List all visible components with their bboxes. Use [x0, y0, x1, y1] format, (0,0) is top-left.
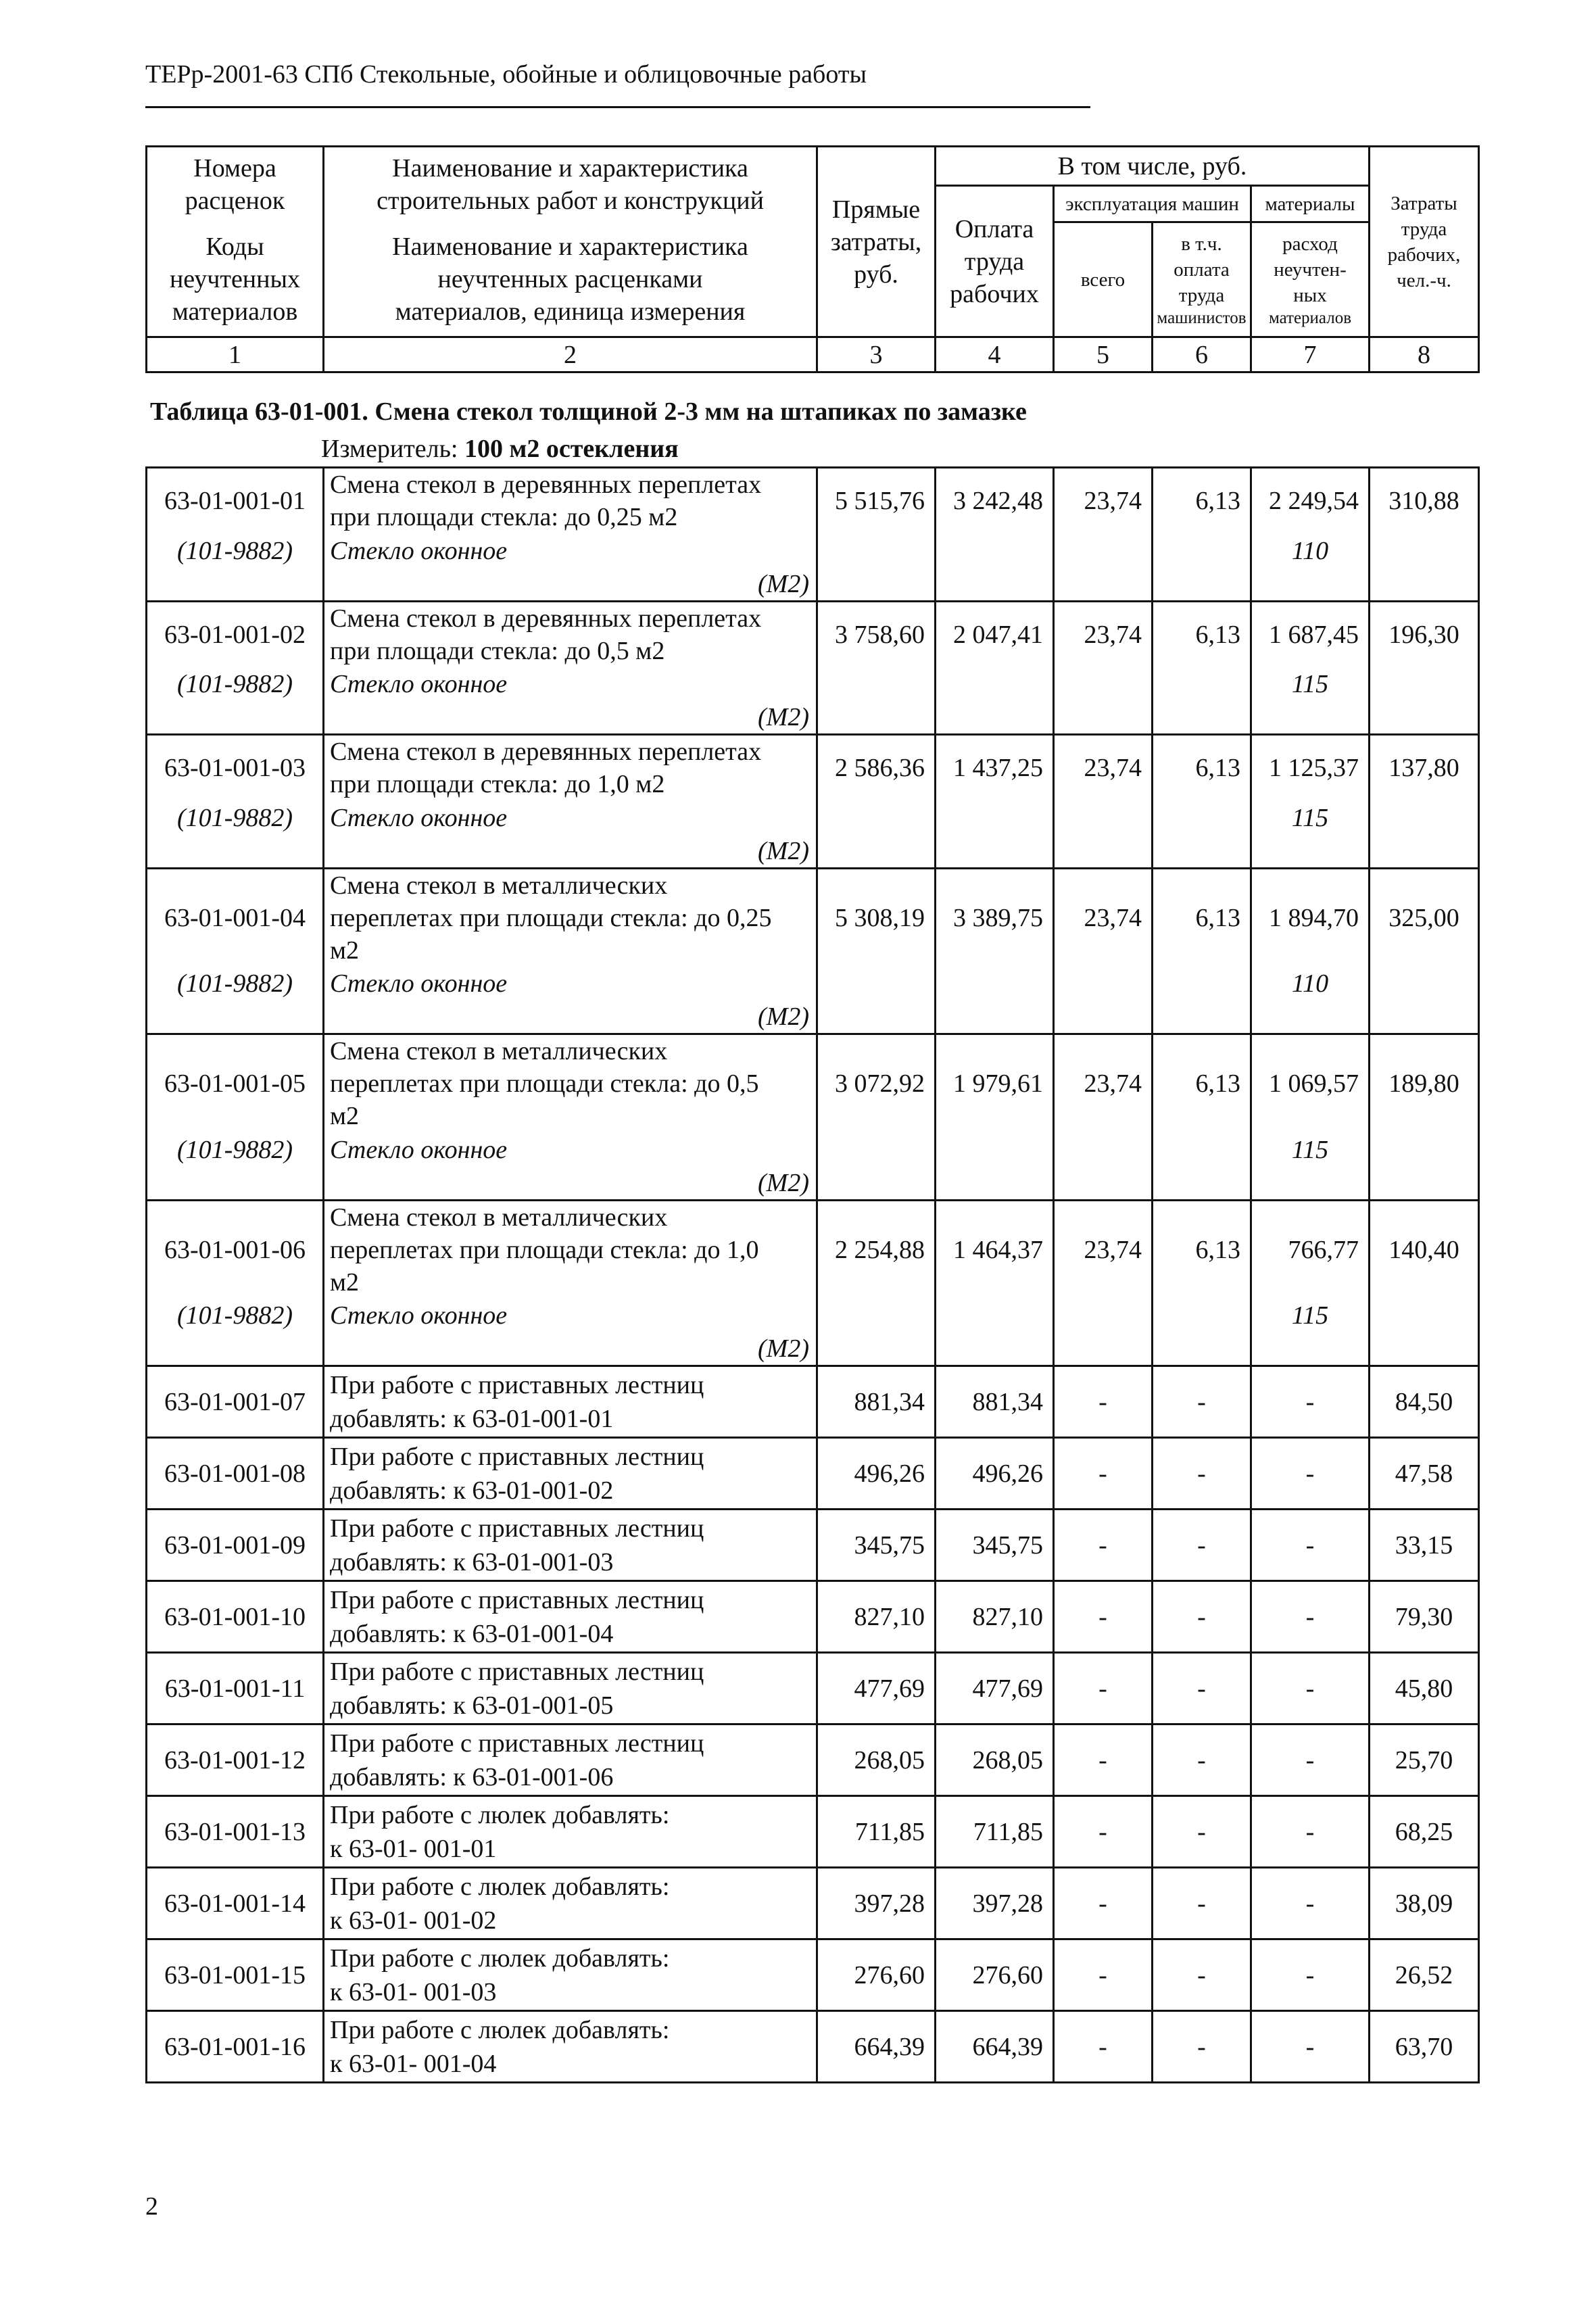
empty-cell: [936, 568, 1054, 602]
empty-cell: [817, 1299, 936, 1332]
work-name: Смена стекол в деревянных переплетах при площади стекла: до 0,25 м2: [324, 468, 817, 534]
work-name: При работе с приставных лестниц добавлять: к 63-01-001-06: [324, 1724, 817, 1796]
measurement-unit: Измеритель: 100 м2 остекления: [321, 435, 679, 463]
direct-costs: 477,69: [817, 1653, 936, 1724]
direct-costs: 3 758,60: [817, 601, 936, 667]
empty-cell: [1054, 667, 1153, 701]
table-row: [147, 1796, 1479, 1868]
machines-total: 23,74: [1054, 468, 1153, 534]
header-material-names: Наименование и характеристика неучтенных расценками материалов, единица измерения: [324, 222, 817, 337]
work-name: При работе с люлек добавлять: к 63-01- 001-04: [324, 2011, 817, 2083]
worker-pay: 397,28: [936, 1868, 1054, 1939]
table-row: [147, 1034, 1479, 1133]
empty-cell: [936, 835, 1054, 869]
material-code: (101-9882): [147, 801, 324, 835]
machines-total: 23,74: [1054, 1034, 1153, 1133]
table-row: [147, 1868, 1479, 1939]
empty-cell: [1251, 701, 1370, 735]
column-number: 7: [1251, 337, 1370, 372]
empty-cell: [936, 1299, 1054, 1332]
empty-cell: [1251, 1000, 1370, 1034]
direct-costs: 664,39: [817, 2011, 936, 2083]
empty-cell: [1054, 1299, 1153, 1332]
work-name: При работе с приставных лестниц добавлять: к 63-01-001-02: [324, 1438, 817, 1510]
work-name: При работе с приставных лестниц добавлять: к 63-01-001-04: [324, 1581, 817, 1653]
rate-code: 63-01-001-09: [147, 1510, 324, 1581]
machinist-pay: 6,13: [1153, 1034, 1251, 1133]
empty-cell: [1370, 835, 1479, 869]
rate-code: 63-01-001-14: [147, 1868, 324, 1939]
rate-code: 63-01-001-04: [147, 868, 324, 967]
header-material-consumption: расход неучтен- ных материалов: [1251, 222, 1370, 337]
worker-pay: 711,85: [936, 1796, 1054, 1868]
empty-cell: [936, 1000, 1054, 1034]
material-code: (101-9882): [147, 1299, 324, 1332]
rate-code: 63-01-001-03: [147, 735, 324, 801]
rate-code: 63-01-001-02: [147, 601, 324, 667]
labor-hours: 63,70: [1370, 2011, 1479, 2083]
empty-cell: [1054, 1332, 1153, 1366]
work-name: При работе с люлек добавлять: к 63-01- 001-01: [324, 1796, 817, 1868]
worker-pay: 664,39: [936, 2011, 1054, 2083]
direct-costs: 5 308,19: [817, 868, 936, 967]
empty-cell: [1370, 568, 1479, 602]
work-name: При работе с люлек добавлять: к 63-01- 001-03: [324, 1939, 817, 2011]
rate-code: 63-01-001-05: [147, 1034, 324, 1133]
empty-cell: [1054, 967, 1153, 1000]
machines-total: -: [1054, 1438, 1153, 1510]
worker-pay: 276,60: [936, 1939, 1054, 2011]
header-worker-pay: Оплата труда рабочих: [936, 186, 1054, 337]
column-number: 4: [936, 337, 1054, 372]
empty-cell: [817, 701, 936, 735]
worker-pay: 345,75: [936, 1510, 1054, 1581]
column-number: 8: [1370, 337, 1479, 372]
empty-cell: [817, 1133, 936, 1167]
direct-costs: 881,34: [817, 1366, 936, 1438]
table-row: [147, 1939, 1479, 2011]
empty-cell: [1370, 534, 1479, 568]
machines-total: -: [1054, 1724, 1153, 1796]
materials-cost: 1 069,57: [1251, 1034, 1370, 1133]
empty-cell: [1370, 801, 1479, 835]
worker-pay: 3 389,75: [936, 868, 1054, 967]
empty-cell: [936, 1133, 1054, 1167]
empty-cell: [936, 534, 1054, 568]
material-row: [147, 1133, 1479, 1167]
header-including: В том числе, руб.: [936, 147, 1370, 186]
labor-hours: 45,80: [1370, 1653, 1479, 1724]
direct-costs: 827,10: [817, 1581, 936, 1653]
machines-total: -: [1054, 1581, 1153, 1653]
worker-pay: 1 464,37: [936, 1200, 1054, 1299]
materials-cost: -: [1251, 1796, 1370, 1868]
empty-cell: [1054, 701, 1153, 735]
labor-hours: 325,00: [1370, 868, 1479, 967]
machinist-pay: -: [1153, 2011, 1251, 2083]
work-name: При работе с люлек добавлять: к 63-01- 001-02: [324, 1868, 817, 1939]
materials-cost: 1 687,45: [1251, 601, 1370, 667]
work-name: Смена стекол в деревянных переплетах при площади стекла: до 0,5 м2: [324, 601, 817, 667]
rate-code: 63-01-001-13: [147, 1796, 324, 1868]
materials-cost: -: [1251, 1510, 1370, 1581]
empty-cell: [1370, 1332, 1479, 1366]
materials-cost: -: [1251, 1939, 1370, 2011]
machinist-pay: 6,13: [1153, 1200, 1251, 1299]
machinist-pay: 6,13: [1153, 468, 1251, 534]
empty-cell: [1054, 1167, 1153, 1201]
worker-pay: 268,05: [936, 1724, 1054, 1796]
empty-cell: [936, 801, 1054, 835]
machinist-pay: -: [1153, 1724, 1251, 1796]
labor-hours: 189,80: [1370, 1034, 1479, 1133]
rate-code: 63-01-001-01: [147, 468, 324, 534]
worker-pay: 3 242,48: [936, 468, 1054, 534]
material-row: [147, 667, 1479, 701]
work-name: При работе с приставных лестниц добавлять: к 63-01-001-05: [324, 1653, 817, 1724]
unit-row: [147, 701, 1479, 735]
material-row: [147, 1299, 1479, 1332]
labor-hours: 137,80: [1370, 735, 1479, 801]
table-row: [147, 868, 1479, 967]
direct-costs: 2 254,88: [817, 1200, 936, 1299]
title-underline: [145, 106, 1090, 108]
header-labor-hours: Затраты труда рабочих, чел.-ч.: [1370, 147, 1479, 337]
empty-cell: [936, 701, 1054, 735]
worker-pay: 477,69: [936, 1653, 1054, 1724]
direct-costs: 268,05: [817, 1724, 936, 1796]
materials-cost: -: [1251, 1653, 1370, 1724]
empty-cell: [817, 1167, 936, 1201]
column-header-table: [145, 145, 1480, 373]
materials-cost: 1 125,37: [1251, 735, 1370, 801]
work-name: При работе с приставных лестниц добавлять: к 63-01-001-01: [324, 1366, 817, 1438]
direct-costs: 397,28: [817, 1868, 936, 1939]
machinist-pay: -: [1153, 1366, 1251, 1438]
worker-pay: 1 979,61: [936, 1034, 1054, 1133]
material-quantity: 115: [1251, 1133, 1370, 1167]
empty-cell: [1251, 568, 1370, 602]
machines-total: -: [1054, 1510, 1153, 1581]
header-rate-numbers: Номера расценок: [147, 147, 324, 222]
work-name: Смена стекол в металлических переплетах при площади стекла: до 0,25 м2: [324, 868, 817, 967]
material-unit: (М2): [324, 1000, 817, 1034]
rate-code: 63-01-001-08: [147, 1438, 324, 1510]
material-code: (101-9882): [147, 1133, 324, 1167]
table-row: [147, 1200, 1479, 1299]
material-code: (101-9882): [147, 967, 324, 1000]
empty-cell: [1153, 667, 1251, 701]
empty-cell: [936, 967, 1054, 1000]
empty-cell: [1054, 835, 1153, 869]
column-number: 1: [147, 337, 324, 372]
unit-row: [147, 1000, 1479, 1034]
empty-cell: [936, 1332, 1054, 1366]
empty-cell: [1153, 1332, 1251, 1366]
empty-cell: [1370, 1167, 1479, 1201]
machinist-pay: 6,13: [1153, 868, 1251, 967]
empty-cell: [936, 1167, 1054, 1201]
empty-cell: [1054, 1133, 1153, 1167]
unit-row: [147, 1332, 1479, 1366]
column-number: 3: [817, 337, 936, 372]
material-row: [147, 801, 1479, 835]
rate-code: 63-01-001-12: [147, 1724, 324, 1796]
material-quantity: 115: [1251, 801, 1370, 835]
header-machinist-pay: в т.ч. оплата труда машинистов: [1153, 222, 1251, 337]
machinist-pay: -: [1153, 1438, 1251, 1510]
worker-pay: 496,26: [936, 1438, 1054, 1510]
empty-cell: [1153, 534, 1251, 568]
column-number: 6: [1153, 337, 1251, 372]
machinist-pay: -: [1153, 1868, 1251, 1939]
table-caption: Таблица 63-01-001. Смена стекол толщиной 2-3 мм на штапиках по замазке: [150, 397, 1027, 426]
material-unit: (М2): [324, 1332, 817, 1366]
material-unit: (М2): [324, 568, 817, 602]
material-quantity: 110: [1251, 534, 1370, 568]
empty-cell: [1251, 1332, 1370, 1366]
header-materials: материалы: [1251, 186, 1370, 222]
empty-cell: [1370, 967, 1479, 1000]
direct-costs: 3 072,92: [817, 1034, 936, 1133]
material-code: (101-9882): [147, 534, 324, 568]
worker-pay: 1 437,25: [936, 735, 1054, 801]
material-row: [147, 967, 1479, 1000]
worker-pay: 2 047,41: [936, 601, 1054, 667]
empty-cell: [817, 835, 936, 869]
materials-cost: 2 249,54: [1251, 468, 1370, 534]
materials-cost: -: [1251, 1724, 1370, 1796]
unit-row: [147, 1167, 1479, 1201]
unit-row: [147, 568, 1479, 602]
material-name: Стекло оконное: [324, 1133, 817, 1167]
empty-cell: [817, 1332, 936, 1366]
table-row: [147, 1366, 1479, 1438]
empty-cell: [1251, 1167, 1370, 1201]
empty-cell: [1054, 1000, 1153, 1034]
rate-code: 63-01-001-06: [147, 1200, 324, 1299]
empty-cell: [147, 1000, 324, 1034]
table-row: [147, 2011, 1479, 2083]
empty-cell: [817, 534, 936, 568]
machines-total: -: [1054, 1939, 1153, 2011]
empty-cell: [1153, 801, 1251, 835]
labor-hours: 25,70: [1370, 1724, 1479, 1796]
empty-cell: [817, 667, 936, 701]
column-number: 2: [324, 337, 817, 372]
header-machines: эксплуатация машин: [1054, 186, 1251, 222]
table-row: [147, 1510, 1479, 1581]
work-name: Смена стекол в металлических переплетах при площади стекла: до 0,5 м2: [324, 1034, 817, 1133]
header-material-codes: Коды неучтенных материалов: [147, 222, 324, 337]
header-machines-total: всего: [1054, 222, 1153, 337]
direct-costs: 496,26: [817, 1438, 936, 1510]
empty-cell: [1153, 1299, 1251, 1332]
machines-total: 23,74: [1054, 1200, 1153, 1299]
empty-cell: [147, 1167, 324, 1201]
empty-cell: [1153, 835, 1251, 869]
table-row: [147, 735, 1479, 801]
empty-cell: [147, 1332, 324, 1366]
materials-cost: -: [1251, 1868, 1370, 1939]
material-quantity: 110: [1251, 967, 1370, 1000]
rate-code: 63-01-001-16: [147, 2011, 324, 2083]
header-work-name: Наименование и характеристика строительных работ и конструкций: [324, 147, 817, 222]
machinist-pay: -: [1153, 1653, 1251, 1724]
materials-cost: 1 894,70: [1251, 868, 1370, 967]
rates-table: [145, 466, 1480, 2083]
table-row: [147, 1653, 1479, 1724]
empty-cell: [1153, 701, 1251, 735]
empty-cell: [1370, 701, 1479, 735]
empty-cell: [1251, 835, 1370, 869]
materials-cost: -: [1251, 1581, 1370, 1653]
worker-pay: 881,34: [936, 1366, 1054, 1438]
material-quantity: 115: [1251, 667, 1370, 701]
material-name: Стекло оконное: [324, 801, 817, 835]
machines-total: -: [1054, 1868, 1153, 1939]
machines-total: -: [1054, 1653, 1153, 1724]
machinist-pay: 6,13: [1153, 601, 1251, 667]
materials-cost: -: [1251, 1366, 1370, 1438]
machines-total: -: [1054, 1796, 1153, 1868]
empty-cell: [1370, 1133, 1479, 1167]
rate-code: 63-01-001-10: [147, 1581, 324, 1653]
machinist-pay: -: [1153, 1939, 1251, 2011]
machinist-pay: -: [1153, 1796, 1251, 1868]
direct-costs: 276,60: [817, 1939, 936, 2011]
table-row: [147, 1438, 1479, 1510]
direct-costs: 345,75: [817, 1510, 936, 1581]
labor-hours: 33,15: [1370, 1510, 1479, 1581]
document-title: ТЕРр-2001-63 СПб Стекольные, обойные и облицовочные работы: [145, 60, 867, 89]
work-name: Смена стекол в деревянных переплетах при площади стекла: до 1,0 м2: [324, 735, 817, 801]
empty-cell: [147, 701, 324, 735]
material-row: [147, 534, 1479, 568]
empty-cell: [936, 667, 1054, 701]
material-name: Стекло оконное: [324, 1299, 817, 1332]
empty-cell: [1153, 1133, 1251, 1167]
empty-cell: [147, 835, 324, 869]
machines-total: 23,74: [1054, 601, 1153, 667]
labor-hours: 84,50: [1370, 1366, 1479, 1438]
column-number: 5: [1054, 337, 1153, 372]
unit-row: [147, 835, 1479, 869]
empty-cell: [1153, 1000, 1251, 1034]
empty-cell: [1370, 1000, 1479, 1034]
table-row: [147, 1724, 1479, 1796]
materials-cost: -: [1251, 1438, 1370, 1510]
labor-hours: 140,40: [1370, 1200, 1479, 1299]
empty-cell: [1054, 801, 1153, 835]
machines-total: -: [1054, 2011, 1153, 2083]
materials-cost: 766,77: [1251, 1200, 1370, 1299]
table-row: [147, 601, 1479, 667]
empty-cell: [817, 1000, 936, 1034]
direct-costs: 2 586,36: [817, 735, 936, 801]
rate-code: 63-01-001-11: [147, 1653, 324, 1724]
machinist-pay: -: [1153, 1510, 1251, 1581]
machinist-pay: -: [1153, 1581, 1251, 1653]
labor-hours: 68,25: [1370, 1796, 1479, 1868]
material-name: Стекло оконное: [324, 967, 817, 1000]
work-name: При работе с приставных лестниц добавлять: к 63-01-001-03: [324, 1510, 817, 1581]
direct-costs: 5 515,76: [817, 468, 936, 534]
direct-costs: 711,85: [817, 1796, 936, 1868]
labor-hours: 79,30: [1370, 1581, 1479, 1653]
rate-code: 63-01-001-07: [147, 1366, 324, 1438]
empty-cell: [1370, 1299, 1479, 1332]
machines-total: -: [1054, 1366, 1153, 1438]
empty-cell: [1153, 568, 1251, 602]
materials-cost: -: [1251, 2011, 1370, 2083]
empty-cell: [817, 801, 936, 835]
empty-cell: [1153, 1167, 1251, 1201]
worker-pay: 827,10: [936, 1581, 1054, 1653]
empty-cell: [147, 568, 324, 602]
empty-cell: [817, 967, 936, 1000]
table-row: [147, 468, 1479, 534]
labor-hours: 38,09: [1370, 1868, 1479, 1939]
header-direct-costs: Прямые затраты, руб.: [817, 147, 936, 337]
material-unit: (М2): [324, 835, 817, 869]
labor-hours: 196,30: [1370, 601, 1479, 667]
machines-total: 23,74: [1054, 868, 1153, 967]
empty-cell: [1054, 568, 1153, 602]
work-name: Смена стекол в металлических переплетах при площади стекла: до 1,0 м2: [324, 1200, 817, 1299]
machinist-pay: 6,13: [1153, 735, 1251, 801]
rate-code: 63-01-001-15: [147, 1939, 324, 2011]
labor-hours: 47,58: [1370, 1438, 1479, 1510]
empty-cell: [1370, 667, 1479, 701]
material-code: (101-9882): [147, 667, 324, 701]
labor-hours: 310,88: [1370, 468, 1479, 534]
material-quantity: 115: [1251, 1299, 1370, 1332]
empty-cell: [1153, 967, 1251, 1000]
page-number: 2: [145, 2192, 158, 2221]
machines-total: 23,74: [1054, 735, 1153, 801]
material-unit: (М2): [324, 701, 817, 735]
material-unit: (М2): [324, 1167, 817, 1201]
empty-cell: [1054, 534, 1153, 568]
material-name: Стекло оконное: [324, 667, 817, 701]
material-name: Стекло оконное: [324, 534, 817, 568]
empty-cell: [817, 568, 936, 602]
table-row: [147, 1581, 1479, 1653]
labor-hours: 26,52: [1370, 1939, 1479, 2011]
